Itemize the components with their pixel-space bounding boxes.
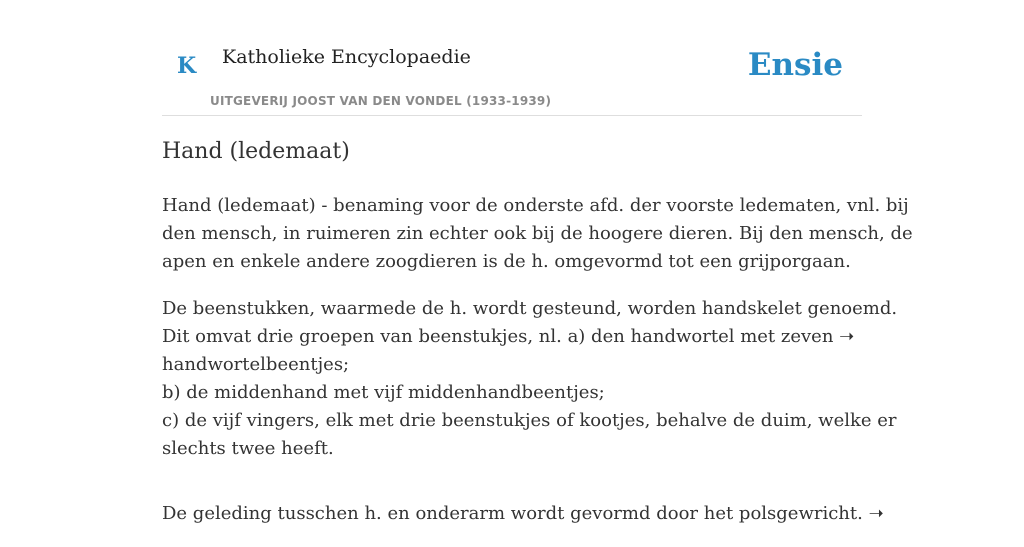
site-header [162,0,862,116]
paragraph-definition [162,192,913,276]
article-body [162,192,913,547]
text-line: Hand (ledemaat) - benaming voor de onderste afd. der voorste ledematen, vnl. bij [162,195,909,216]
ensie-brand-logo[interactable]: Ensie [747,47,843,83]
text-line: den mensch, in ruimeren zin echter ook bij de hoogere dieren. Bij den mensch, de [162,223,913,244]
text-line: c) de vijf vingers, elk met drie beenstukjes of kootjes, behalve de duim, welke er [162,410,897,431]
paragraph-skeleton [162,295,898,463]
publisher-label: UITGEVERIJ JOOST VAN DEN VONDEL (1933-1939) [210,94,552,108]
content-column [162,0,913,524]
text-line: slechts twee heeft. [162,438,334,459]
encyclopedia-title[interactable]: Katholieke Encyclopaedie [222,46,471,68]
text-line-with-link[interactable]: Dit omvat drie groepen van beenstukjes, nl. a) den handwortel met zeven ➝ [162,326,855,347]
paragraph-wrist-joint [162,500,884,528]
text-line: b) de middenhand met vijf middenhandbeentjes; [162,382,605,403]
text-line-with-link[interactable]: De geleding tusschen h. en onderarm wordt gevormd door het polsgewricht. ➝ [162,503,884,524]
encyclopedia-logo[interactable]: K [177,53,197,79]
text-line: handwortelbeentjes; [162,354,350,375]
article-title: Hand (ledemaat) [162,139,350,164]
text-line: De beenstukken, waarmede de h. wordt gesteund, worden handskelet genoemd. [162,298,898,319]
text-line: apen en enkele andere zoogdieren is de h. omgevormd tot een grijporgaan. [162,251,851,272]
